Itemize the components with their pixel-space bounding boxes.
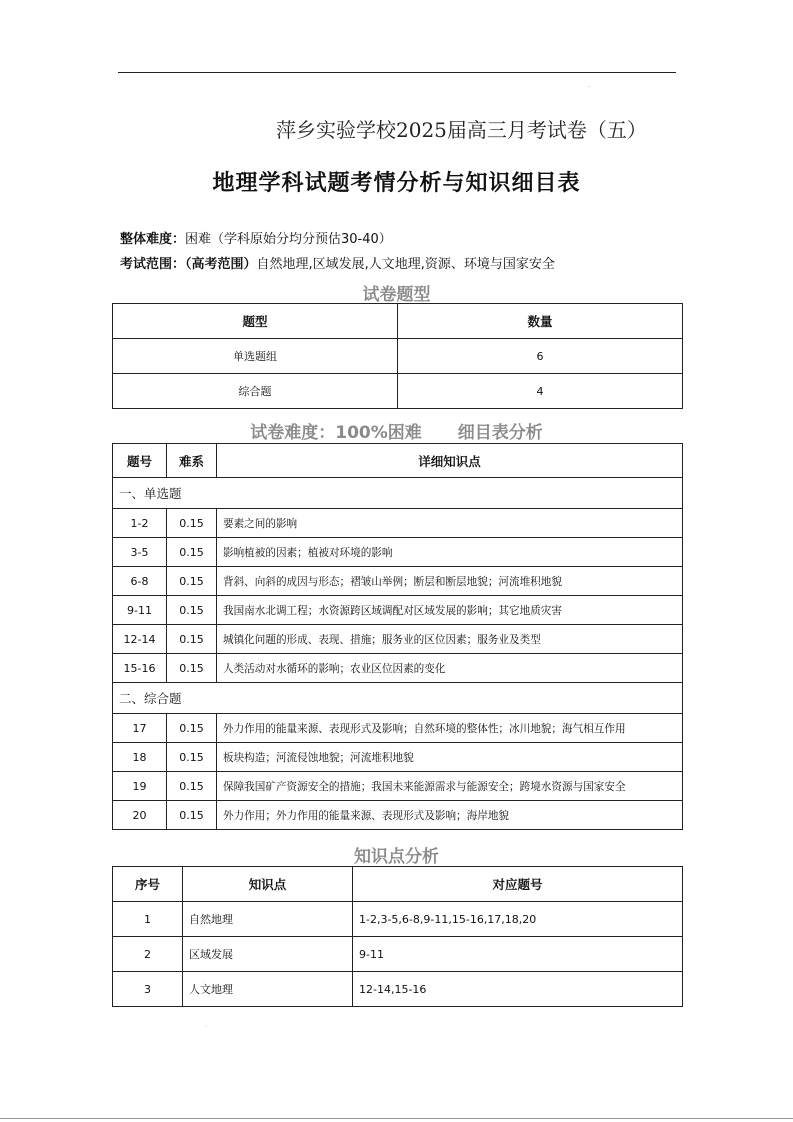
section-label-single: 一、单选题 xyxy=(113,478,683,509)
difficulty-line xyxy=(120,228,392,247)
difficulty-coef: 0.15 xyxy=(167,801,217,830)
difficulty-label: 整体难度： xyxy=(120,232,186,247)
header-cell-kp: 知识点 xyxy=(183,867,353,902)
table-row xyxy=(113,374,683,409)
knowledge-points: 外力作用；外力作用的能量来源、表现形式及影响；海岸地貌 xyxy=(217,801,683,830)
knowledge-table xyxy=(112,866,683,1007)
section-row xyxy=(113,478,683,509)
knowledge-points: 板块构造；河流侵蚀地貌；河流堆积地貌 xyxy=(217,743,683,772)
scope-label: 考试范围：（高考范围） xyxy=(120,257,257,272)
section-row xyxy=(113,683,683,714)
header-cell-count: 数量 xyxy=(398,304,683,339)
knowledge-points: 外力作用的能量来源、表现形式及影响；自然环境的整体性；冰川地貌；海气相互作用 xyxy=(217,714,683,743)
question-numbers: 9-11 xyxy=(353,937,683,972)
header-cell-idx: 序号 xyxy=(113,867,183,902)
header-cell-kp: 详细知识点 xyxy=(217,444,683,478)
knowledge-points: 人类活动对水循环的影响；农业区位因素的变化 xyxy=(217,654,683,683)
paper-types-table xyxy=(112,303,683,409)
difficulty-coef: 0.15 xyxy=(167,714,217,743)
count-cell: 4 xyxy=(398,374,683,409)
table-row xyxy=(113,596,683,625)
decorative-dot: . xyxy=(205,1022,207,1029)
table-row xyxy=(113,902,683,937)
school-title: 萍乡实验学校2025届高三月考试卷（五） xyxy=(276,118,647,142)
table-row xyxy=(113,654,683,683)
section-label-comprehensive: 二、综合题 xyxy=(113,683,683,714)
row-index: 3 xyxy=(113,972,183,1007)
difficulty-coef: 0.15 xyxy=(167,743,217,772)
knowledge-points: 影响植被的因素；植被对环境的影响 xyxy=(217,538,683,567)
table-row xyxy=(113,714,683,743)
table-row xyxy=(113,801,683,830)
difficulty-coef: 0.15 xyxy=(167,596,217,625)
question-no: 3-5 xyxy=(113,538,167,567)
header-cell-no: 题号 xyxy=(113,444,167,478)
header-cell-qs: 对应题号 xyxy=(353,867,683,902)
decorative-dot: . xyxy=(588,82,590,89)
count-cell: 6 xyxy=(398,339,683,374)
row-index: 2 xyxy=(113,937,183,972)
type-cell: 单选题组 xyxy=(113,339,398,374)
knowledge-points: 我国南水北调工程；水资源跨区域调配对区域发展的影响；其它地质灾害 xyxy=(217,596,683,625)
knowledge-points: 要素之间的影响 xyxy=(217,509,683,538)
type-cell: 综合题 xyxy=(113,374,398,409)
question-no: 6-8 xyxy=(113,567,167,596)
header-cell-diff: 难系 xyxy=(167,444,217,478)
knowledge-point: 区域发展 xyxy=(183,937,353,972)
knowledge-point: 自然地理 xyxy=(183,902,353,937)
detail-section-title xyxy=(0,418,793,443)
question-numbers: 12-14,15-16 xyxy=(353,972,683,1007)
table-header-row xyxy=(113,444,683,478)
difficulty-coef: 0.15 xyxy=(167,772,217,801)
knowledge-point: 人文地理 xyxy=(183,972,353,1007)
table-header-row xyxy=(113,304,683,339)
table-row xyxy=(113,743,683,772)
knowledge-points: 保障我国矿产资源安全的措施；我国未来能源需求与能源安全；跨境水资源与国家安全 xyxy=(217,772,683,801)
table-row xyxy=(113,538,683,567)
header-cell-type: 题型 xyxy=(113,304,398,339)
table-row xyxy=(113,972,683,1007)
table-header-row xyxy=(113,867,683,902)
question-no: 15-16 xyxy=(113,654,167,683)
question-no: 12-14 xyxy=(113,625,167,654)
question-no: 1-2 xyxy=(113,509,167,538)
table-row xyxy=(113,625,683,654)
detail-analysis-title: 细目表分析 xyxy=(457,423,543,443)
paper-difficulty-title: 试卷难度：100%困难 xyxy=(250,423,422,443)
difficulty-coef: 0.15 xyxy=(167,625,217,654)
knowledge-points: 背斜、向斜的成因与形态；褶皱山举例；断层和断层地貌；河流堆积地貌 xyxy=(217,567,683,596)
header-rule xyxy=(118,72,676,73)
difficulty-coef: 0.15 xyxy=(167,654,217,683)
row-index: 1 xyxy=(113,902,183,937)
table-row xyxy=(113,772,683,801)
question-no: 20 xyxy=(113,801,167,830)
question-no: 9-11 xyxy=(113,596,167,625)
difficulty-coef: 0.15 xyxy=(167,509,217,538)
page-bottom-rule xyxy=(0,1118,793,1119)
detail-table xyxy=(112,443,683,830)
page-title: 地理学科试题考情分析与知识细目表 xyxy=(212,171,581,196)
difficulty-coef: 0.15 xyxy=(167,567,217,596)
difficulty-value: 困难（学科原始分均分预估30-40） xyxy=(185,232,392,247)
question-no: 19 xyxy=(113,772,167,801)
question-numbers: 1-2,3-5,6-8,9-11,15-16,17,18,20 xyxy=(353,902,683,937)
scope-line xyxy=(120,253,555,272)
table-row xyxy=(113,509,683,538)
table-row xyxy=(113,937,683,972)
table-row xyxy=(113,567,683,596)
paper-types-title: 试卷题型 xyxy=(362,285,431,305)
difficulty-coef: 0.15 xyxy=(167,538,217,567)
question-no: 17 xyxy=(113,714,167,743)
knowledge-analysis-title: 知识点分析 xyxy=(354,847,439,867)
knowledge-points: 城镇化问题的形成、表现、措施；服务业的区位因素；服务业及类型 xyxy=(217,625,683,654)
table-row xyxy=(113,339,683,374)
question-no: 18 xyxy=(113,743,167,772)
scope-value: 自然地理,区域发展,人文地理,资源、环境与国家安全 xyxy=(256,257,555,272)
